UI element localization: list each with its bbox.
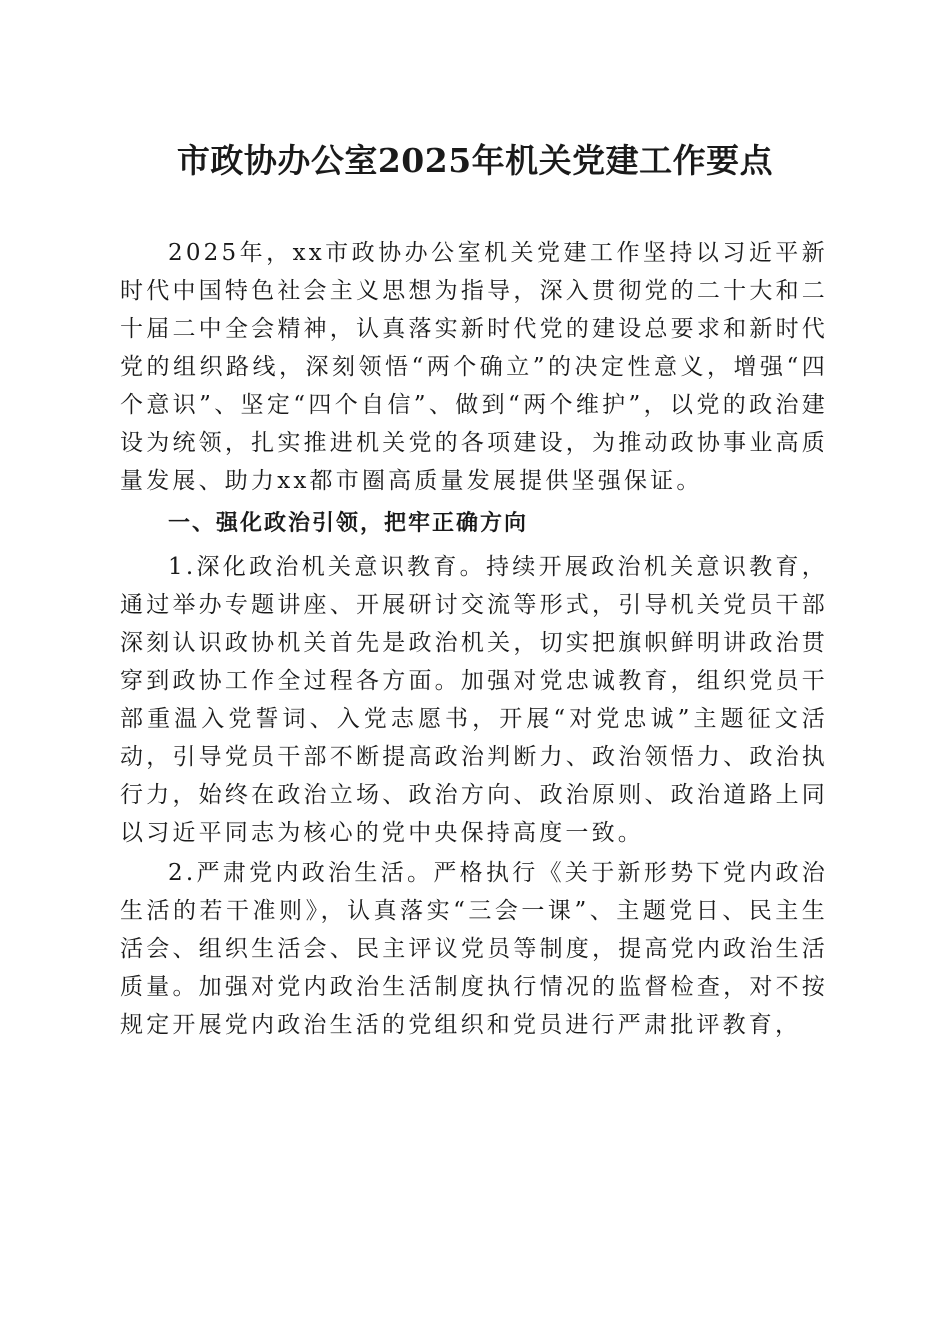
section-heading: 一、强化政治引领，把牢正确方向	[168, 511, 529, 536]
document-body	[120, 234, 828, 1044]
intro-paragraph: 2025年，xx市政协办公室机关党建工作坚持以习近平新时代中国特色社会主义思想为指导，深入贯彻党的二十大和二十届二中全会精神，认真落实新时代党的建设总要求和新时代党的组织路线，深刻领悟“两个确立”的决定性意义，增强“四个意识”、坚定“四个自信”、做到“两个维护”，以党的政治建设为统领，扎实推进机关党的各项建设，为推动政协事业高质量发展、助力xx都市圈高质量发展提供坚强保证。	[120, 240, 828, 494]
section-item-2: 2.严肃党内政治生活。严格执行《关于新形势下党内政治生活的若干准则》，认真落实“三会一课”、主题党日、民主生活会、组织生活会、民主评议党员等制度，提高党内政治生活质量。加强对党内政治生活制度执行情况的监督检查，对不按规定开展党内政治生活的党组织和党员进行严肃批评教育，	[120, 860, 828, 1038]
document-title: 市政协办公室2025年机关党建工作要点	[176, 141, 774, 180]
section-item-1: 1.深化政治机关意识教育。持续开展政治机关意识教育，通过举办专题讲座、开展研讨交流等形式，引导机关党员干部深刻认识政协机关首先是政治机关，切实把旗帜鲜明讲政治贯穿到政协工作全过程各方面。加强对党忠诚教育，组织党员干部重温入党誓词、入党志愿书，开展“对党忠诚”主题征文活动，引导党员干部不断提高政治判断力、政治领悟力、政治执行力，始终在政治立场、政治方向、政治原则、政治道路上同以习近平同志为核心的党中央保持高度一致。	[120, 554, 828, 846]
